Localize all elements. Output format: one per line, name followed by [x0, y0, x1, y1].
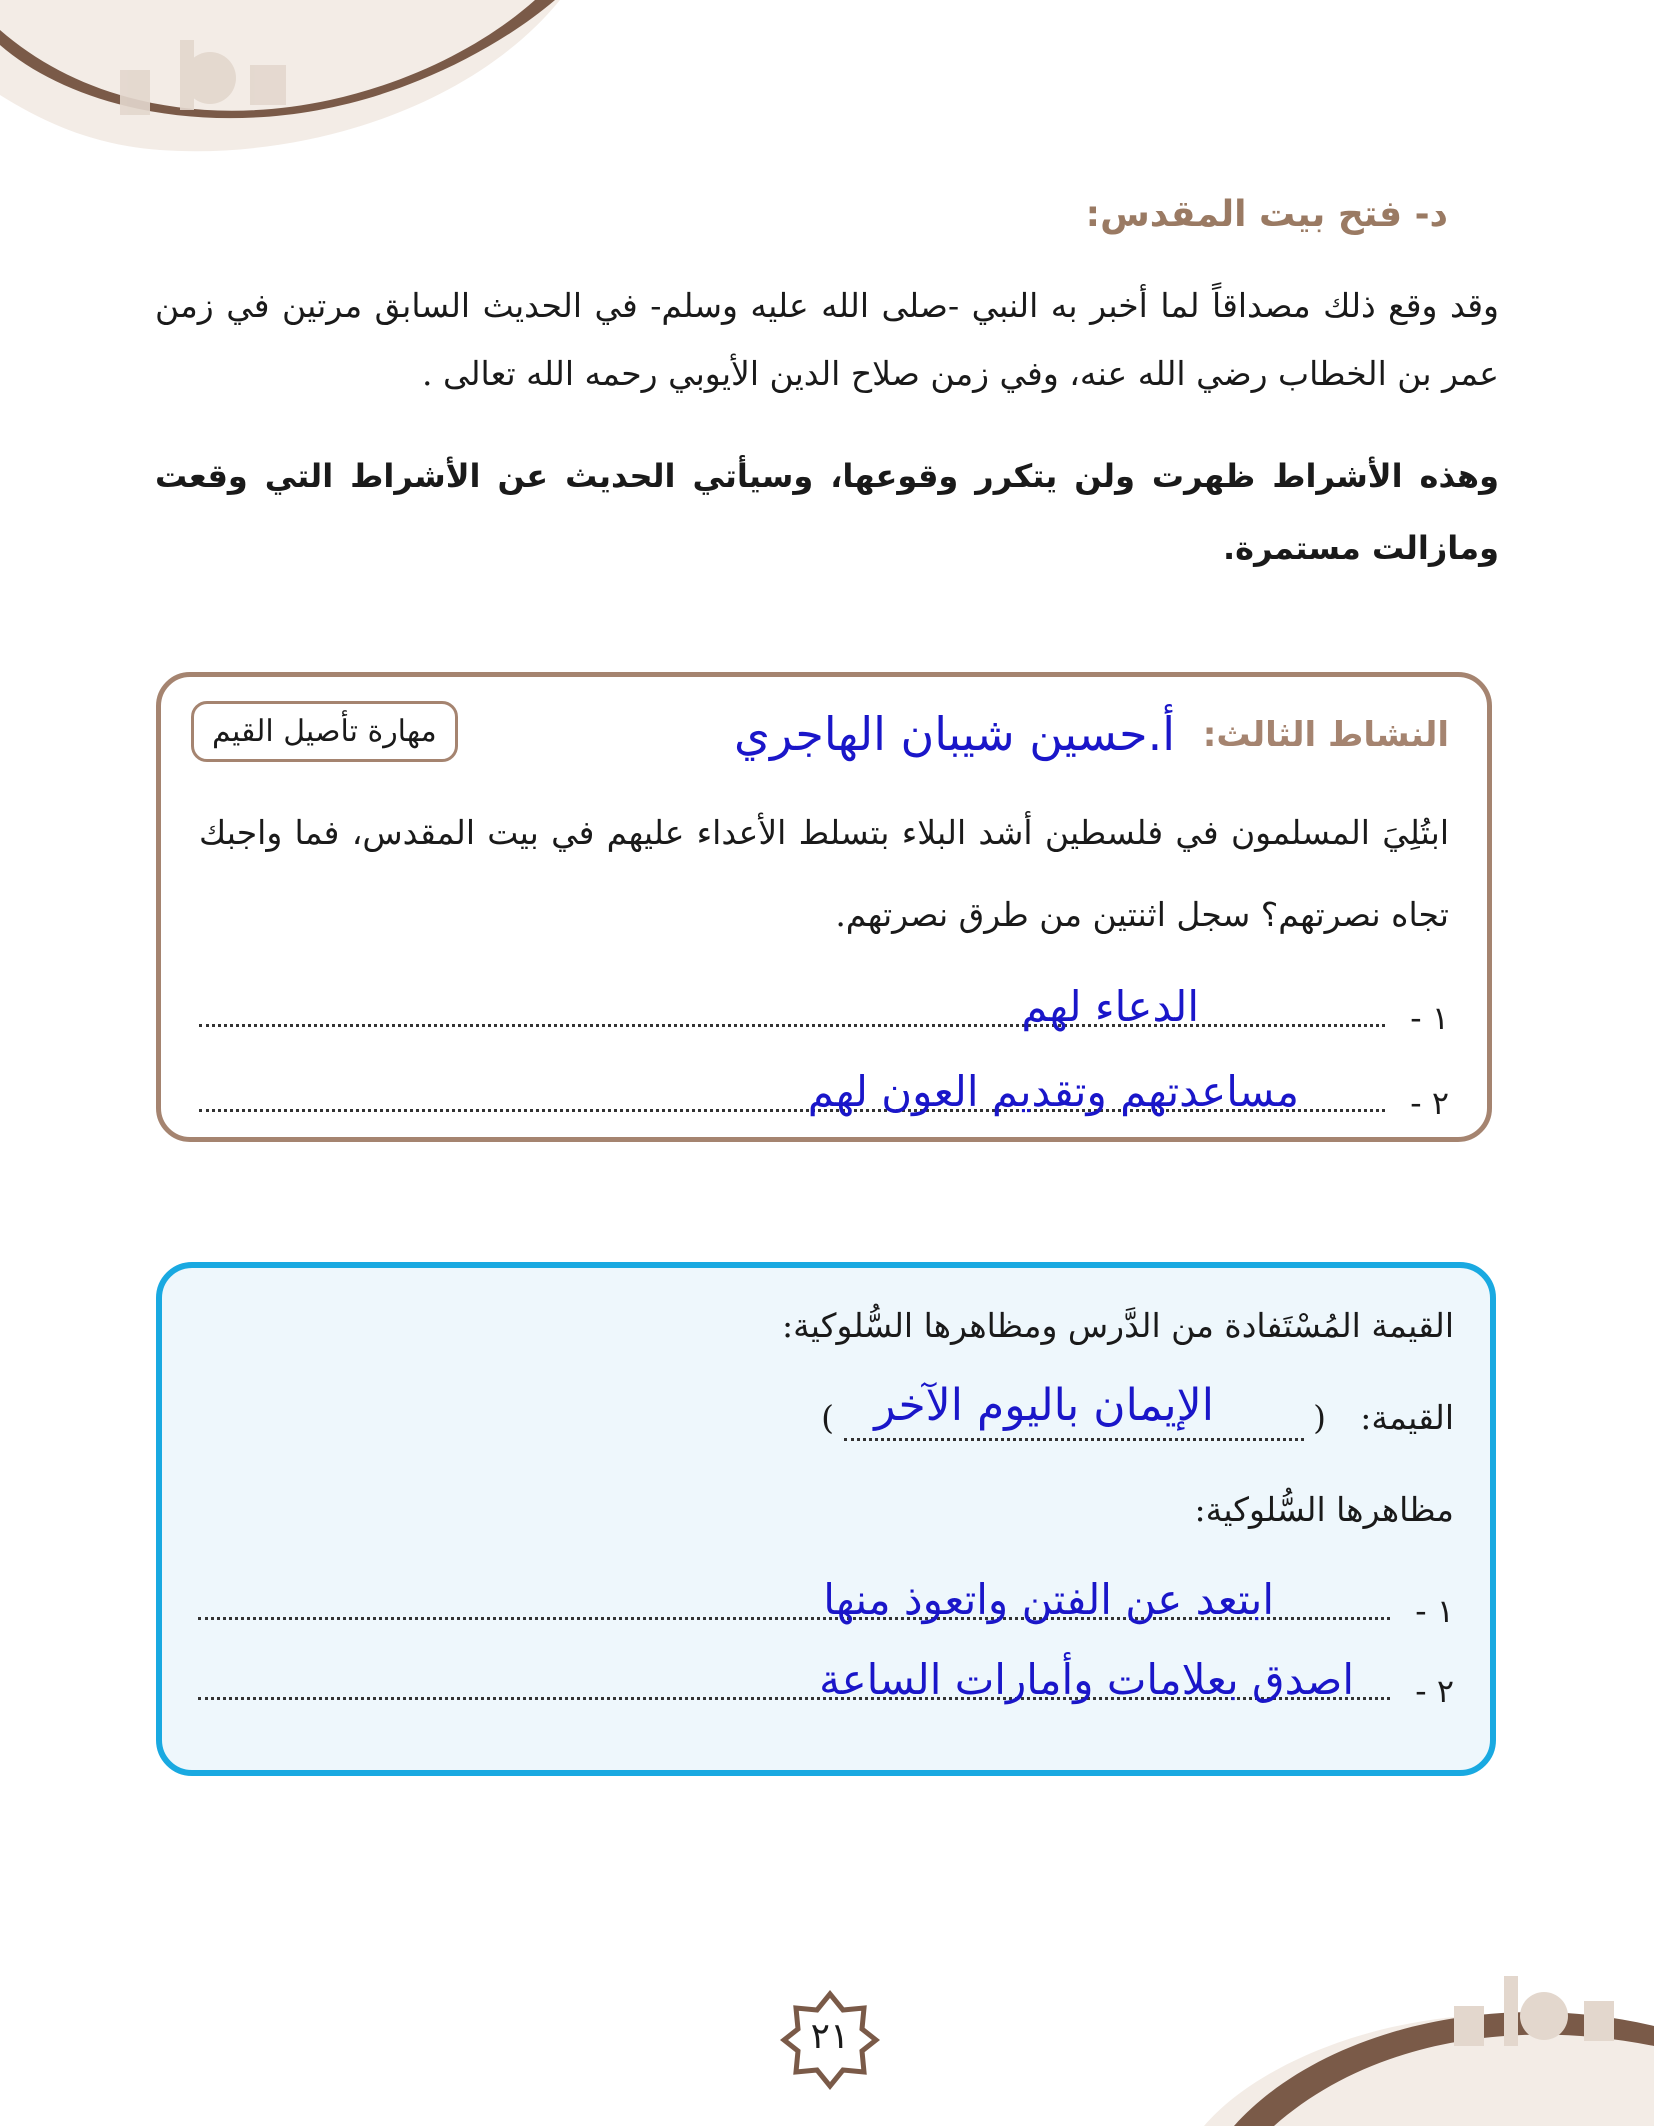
handwritten-value: الإيمان باليوم الآخر [874, 1380, 1214, 1431]
answer-number: ٢ - [1410, 1084, 1449, 1122]
answer-number: ١ - [1410, 999, 1449, 1037]
dotted-line [199, 1024, 1385, 1027]
handwritten-behavior: اصدق بعلامات وأمارات الساعة [819, 1655, 1354, 1704]
value-row[interactable] [754, 1380, 1454, 1458]
answer-line-1[interactable] [199, 977, 1449, 1037]
answer-line-2[interactable] [199, 1062, 1449, 1122]
behavior-line-1[interactable] [198, 1570, 1454, 1630]
bottom-corner-ornament [1204, 1956, 1654, 2126]
paragraph-1: وقد وقع ذلك مصداقاً لما أخبر به النبي -صلى الله عليه وسلم- في الحديث السابق مرتين في زمن عمر بن الخطاب رضي الله عنه، وفي زمن صلاح الدين الأيوبي رحمه الله تعالى . [155, 286, 1499, 393]
paren-open: ( [1313, 1398, 1326, 1437]
top-corner-ornament [0, 0, 560, 170]
behavior-number: ١ - [1415, 1592, 1454, 1630]
behavior-label: مظاهرها السُّلوكية: [1194, 1490, 1454, 1529]
activity-question: ابتُلِيَ المسلمون في فلسطين أشد البلاء بتسلط الأعداء عليهم في بيت المقدس، فما واجبك تجاه نصرتهم؟ سجل اثنتين من طرق نصرتهم. [199, 813, 1449, 934]
behavior-number: ٢ - [1415, 1672, 1454, 1710]
skill-badge: مهارة تأصيل القيم [191, 701, 458, 762]
page-number-badge [780, 1990, 880, 2090]
teacher-name: أ.حسين شيبان الهاجري [734, 707, 1175, 761]
activity-title: النشاط الثالث: [1202, 715, 1449, 755]
value-label: القيمة: [1360, 1398, 1454, 1437]
handwritten-answer: الدعاء لهم [1021, 982, 1199, 1031]
activity-box [156, 672, 1492, 1142]
paren-close: ) [821, 1398, 834, 1437]
dotted-line [844, 1438, 1304, 1441]
handwritten-answer: مساعدتهم وتقديم العون لهم [807, 1067, 1299, 1116]
page-number: ٢١ [810, 2016, 850, 2057]
values-intro: القيمة المُسْتَفادة من الدَّرس ومظاهرها السُّلوكية: [781, 1306, 1454, 1345]
handwritten-behavior: ابتعد عن الفتن واتعوذ منها [823, 1575, 1274, 1624]
section-heading: د- فتح بيت المقدس: [1085, 194, 1448, 235]
behavior-line-2[interactable] [198, 1650, 1454, 1710]
values-box [156, 1262, 1496, 1776]
paragraph-2: وهذه الأشراط ظهرت ولن يتكرر وقوعها، وسيأتي الحديث عن الأشراط التي وقعت ومازالت مستمرة. [155, 457, 1499, 567]
